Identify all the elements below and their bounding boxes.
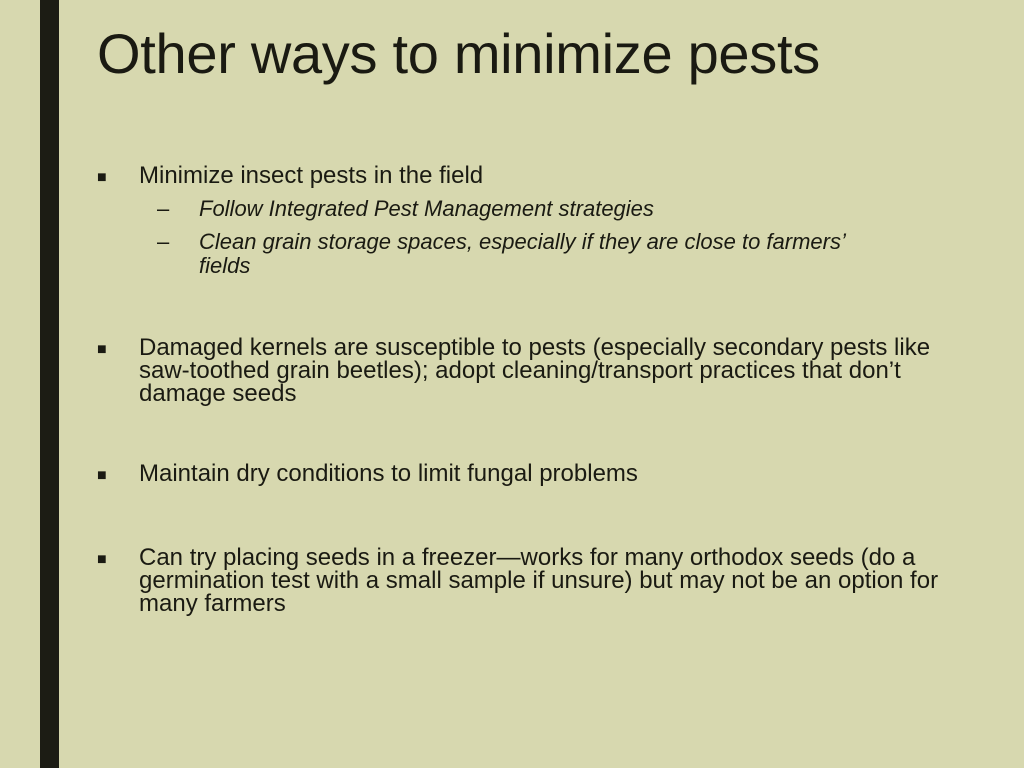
- square-bullet-icon: ■: [97, 169, 107, 186]
- square-bullet-icon: ■: [97, 551, 107, 568]
- bullet-text: Can try placing seeds in a freezer—works for many orthodox seeds (do a germination test with a small sample if unsure) but may not be an option for many farmers: [139, 544, 939, 617]
- bullet-text: Maintain dry conditions to limit fungal problems: [139, 460, 638, 487]
- left-accent-bar: [40, 0, 59, 768]
- sub-bullet-text: Clean grain storage spaces, especially if they are close to farmers’ fields: [199, 229, 845, 278]
- dash-bullet-icon: –: [157, 196, 170, 221]
- square-bullet-icon: ■: [97, 467, 107, 484]
- slide-title: Other ways to minimize pests: [97, 22, 820, 85]
- bullet-text: Damaged kernels are susceptible to pests (especially secondary pests like saw-toothed grain beetles); adopt cleaning/transport practices that don’t damage seeds: [139, 334, 931, 407]
- bullet-text: Minimize insect pests in the field: [139, 162, 484, 189]
- square-bullet-icon: ■: [97, 341, 107, 358]
- sub-bullet-text: Follow Integrated Pest Management strategies: [199, 196, 654, 221]
- dash-bullet-icon: –: [157, 229, 170, 254]
